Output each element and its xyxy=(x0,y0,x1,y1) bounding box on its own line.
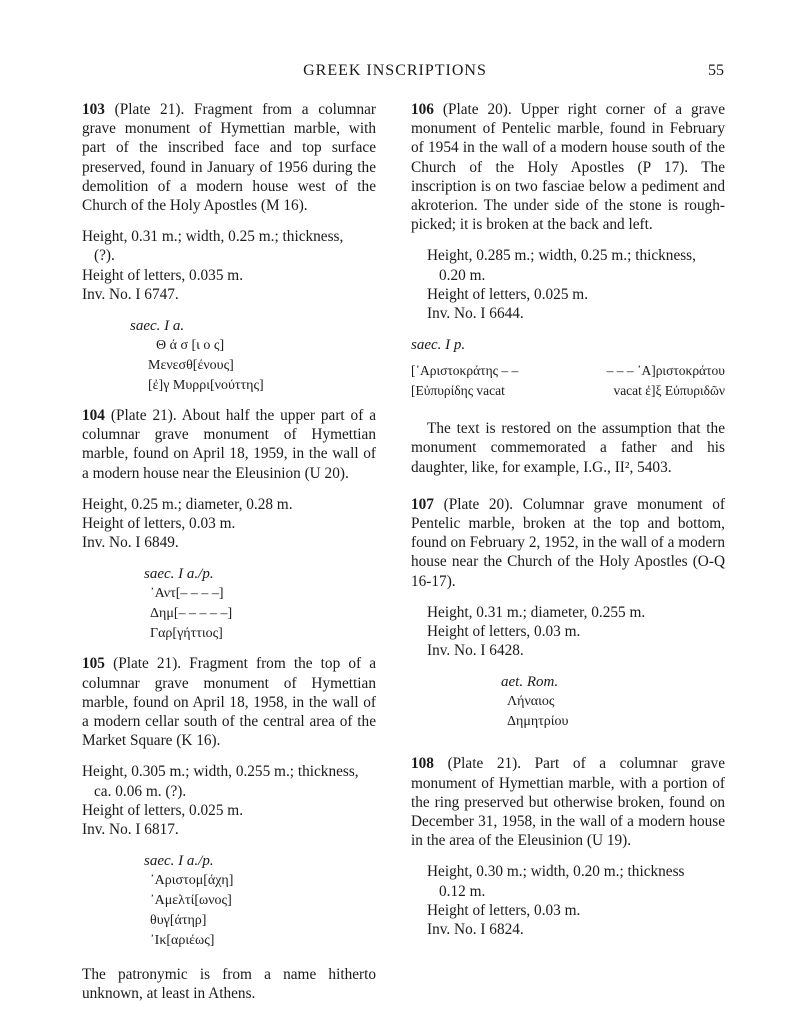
letter-height: Height of letters, 0.035 m. xyxy=(82,266,244,284)
entry-desc-text: (Plate 21). Part of a columnar grave monument of Hymettian marble, with a portion of the ring preserved but otherwise broken, found on December 31, 1958, in the wall of a modern house in the area of the Eleusinion (U 19). xyxy=(411,755,725,850)
entry-description xyxy=(82,406,376,483)
entry-desc-text: (Plate 21). About half the upper part of a columnar grave monument of Hymettian marble, found on April 18, 1959, in the wall of a modern house near the Eleusinion (U 20). xyxy=(82,407,376,482)
inscription-line: ᾽Ικ[αριέως] xyxy=(150,933,215,949)
page-header xyxy=(0,62,790,86)
entry-104 xyxy=(82,406,376,644)
entry-description xyxy=(411,754,725,850)
entry-105 xyxy=(82,654,376,1003)
dimensions-cont: ca. 0.06 m. (?). xyxy=(94,782,187,800)
inventory-number: Inv. No. I 6747. xyxy=(82,285,179,303)
dimensions: Height, 0.31 m.; width, 0.25 m.; thickness, xyxy=(82,228,344,246)
letter-height: Height of letters, 0.03 m. xyxy=(427,901,581,919)
entry-description xyxy=(411,495,725,591)
date: aet. Rom. xyxy=(501,674,559,691)
inventory-number: Inv. No. I 6644. xyxy=(427,305,524,323)
entry-number: 104 xyxy=(82,407,105,425)
entry-number: 106 xyxy=(411,101,434,118)
entry-number: 108 xyxy=(411,755,434,773)
dimensions: Height, 0.30 m.; width, 0.20 m.; thickness xyxy=(427,863,685,881)
inventory-number: Inv. No. I 6824. xyxy=(427,921,524,939)
inscription-right: – – – ᾽Α]ριστοκράτου xyxy=(606,363,725,379)
inscription-line: ᾽Αμελτί[ωνος] xyxy=(150,893,232,909)
letter-height: Height of letters, 0.03 m. xyxy=(427,623,581,641)
date: saec. I a. xyxy=(130,318,185,335)
entry-103 xyxy=(82,100,376,396)
dimensions: Height, 0.31 m.; diameter, 0.255 m. xyxy=(427,603,646,621)
inscription-line: [ἐ]γ Μυρρι[νούττης] xyxy=(148,378,264,394)
inscription-left: [᾽Αριστοκράτης – – xyxy=(411,363,519,379)
inscription-line: θυγ[άτηρ] xyxy=(150,913,207,929)
letter-height: Height of letters, 0.03 m. xyxy=(82,515,236,533)
letter-height: Height of letters, 0.025 m. xyxy=(82,801,244,819)
dimensions-cont: (?). xyxy=(94,247,115,265)
entry-desc-text: (Plate 21). Fragment from the top of a columnar grave monument of Hymettian marble, found on April 18, 1958, in the wall of a modern cellar south of the central area of the Market Square (K 16). xyxy=(82,655,377,750)
entry-description xyxy=(82,100,376,215)
letter-height: Height of letters, 0.025 m. xyxy=(427,285,589,303)
entry-desc-text: (Plate 20). Columnar grave monument of Pentelic marble, broken at the top and bottom, found on February 2, 1952, in the wall of a modern house near the Church of the Holy Apostles (O-Q 16-17). xyxy=(411,495,725,590)
entry-desc-text: (Plate 21). Fragment from a columnar grave monument of Hymettian marble, with part of the inscribed face and top surface preserved, found in January of 1956 during the demolition of a modern house west of the Church of the Holy Apostles (M 16). xyxy=(82,101,377,215)
inscription-right: vacat ἐ]ξ Εὐπυριδῶν xyxy=(613,383,725,399)
inventory-number: Inv. No. I 6428. xyxy=(427,642,524,660)
inventory-number: Inv. No. I 6817. xyxy=(82,821,179,839)
entry-107 xyxy=(411,495,725,733)
entry-number: 107 xyxy=(411,495,434,513)
entry-description xyxy=(82,654,376,750)
dimensions: Height, 0.305 m.; width, 0.255 m.; thickness, xyxy=(82,763,359,781)
date: saec. I p. xyxy=(411,337,466,354)
entry-note: The patronymic is from a name hitherto unknown, at least in Athens. xyxy=(82,966,376,1003)
entry-number: 103 xyxy=(82,101,105,118)
inscription-line: Δημητρίου xyxy=(507,714,569,730)
dimensions: Height, 0.285 m.; width, 0.25 m.; thickness, xyxy=(427,247,696,265)
dimensions-cont: 0.12 m. xyxy=(439,882,486,900)
inscription-row xyxy=(411,381,725,401)
inscription-line: Γαρ[γήττιος] xyxy=(150,626,223,642)
entry-desc-text: (Plate 20). Upper right corner of a grave monument of Pentelic marble, found in February of 1954 in the wall of a modern house south of the Church of the Holy Apostles (P 17). The inscription is on two fasciae below a pediment and akroterion. The under side of the stone is rough-picked; it is broken at the back and left. xyxy=(411,101,725,234)
entry-106 xyxy=(411,100,725,477)
inscription-line: Θ ά σ [ι ο ς] xyxy=(156,338,225,354)
entry-description xyxy=(411,100,725,234)
entry-note: The text is restored on the assumption that the monument commemorated a father and his daughter, like, for example, I.G., II², 5403. xyxy=(411,420,725,476)
right-column xyxy=(411,100,725,939)
inscription-row xyxy=(411,361,725,381)
entry-108 xyxy=(411,754,725,939)
inscription-line: Δημ[– – – – –] xyxy=(150,606,233,622)
date: saec. I a./p. xyxy=(144,853,214,870)
inventory-number: Inv. No. I 6849. xyxy=(82,534,179,552)
page-number: 55 xyxy=(708,62,724,79)
dimensions: Height, 0.25 m.; diameter, 0.28 m. xyxy=(82,495,293,513)
running-title: GREEK INSCRIPTIONS xyxy=(303,62,487,79)
inscription-line: ᾽Αριστομ[άχη] xyxy=(150,873,234,889)
inscription-line: Λήναιος xyxy=(507,694,555,710)
inscription-line: Μενεσθ[ένους] xyxy=(148,358,234,374)
date: saec. I a./p. xyxy=(144,566,214,583)
inscription-left: [Εὐπυρίδης vacat xyxy=(411,383,505,399)
inscription-line: ᾽Αντ[– – – –] xyxy=(150,586,224,602)
entry-number: 105 xyxy=(82,655,105,673)
dimensions-cont: 0.20 m. xyxy=(439,266,486,284)
left-column xyxy=(82,100,376,1004)
